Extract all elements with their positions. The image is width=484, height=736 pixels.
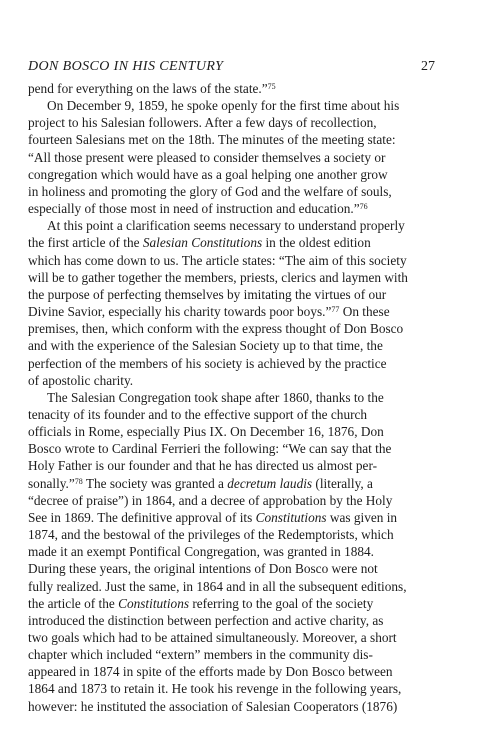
text-segment: and with the experience of the Salesian Society up to that time, the	[28, 338, 383, 354]
text-segment: sonally.”	[28, 475, 75, 491]
text-segment: chapter which included “extern” members in the community dis-	[28, 647, 373, 663]
italic-text: Constitutions	[118, 595, 190, 611]
text-segment: On December 9, 1859, he spoke openly for the first time about his	[47, 98, 400, 114]
text-line	[28, 149, 448, 166]
italic-text: decretum laudis	[227, 475, 313, 491]
text-line	[28, 166, 448, 183]
italic-text: Salesian Constitutions	[142, 235, 263, 251]
text-line	[28, 389, 448, 406]
running-head-title: DON BOSCO IN HIS CENTURY	[28, 59, 224, 74]
text-segment: which has come down to us. The article states: “The aim of this society	[28, 252, 407, 268]
text-segment: however: he instituted the association of Salesian Cooperators (1876)	[28, 698, 398, 714]
text-line	[28, 269, 448, 286]
text-segment: referring to the goal of the society	[189, 595, 374, 611]
text-segment: introduced the distinction between perfection and active charity, as	[28, 612, 384, 628]
text-line	[28, 320, 448, 337]
text-segment: Divine Savior, especially his charity towards poor boys.”	[28, 304, 332, 320]
body-text	[28, 80, 448, 715]
text-line	[28, 680, 448, 697]
text-segment: especially of those most in need of instruction and education.”	[28, 201, 360, 217]
text-segment: tenacity of its founder and to the effective support of the church	[28, 406, 368, 422]
text-segment: “decree of praise”) in 1864, and a decree of approbation by the Holy	[28, 492, 393, 508]
text-line	[28, 355, 448, 372]
text-line	[28, 183, 448, 200]
text-line	[28, 543, 448, 560]
text-line	[28, 475, 448, 492]
text-segment: in holiness and promoting the glory of God and the welfare of souls,	[28, 183, 392, 199]
text-segment: perfection of the members of his society is achieved by the practice	[28, 355, 387, 371]
text-line	[28, 629, 448, 646]
text-line	[28, 217, 448, 234]
text-segment: On these	[339, 304, 390, 320]
text-line	[28, 80, 448, 97]
text-line	[28, 200, 448, 217]
text-segment: At this point a clarification seems necessary to understand properly	[47, 218, 405, 234]
text-segment: 1874, and the bestowal of the privileges of the Redemptorists, which	[28, 527, 394, 543]
text-segment: premises, then, which conform with the express thought of Don Bosco	[28, 321, 404, 337]
text-segment: pend for everything on the laws of the state.”	[28, 81, 268, 96]
text-segment: (literally, a	[312, 475, 373, 491]
text-segment: project to his Salesian followers. After a few days of recollection,	[28, 115, 377, 131]
text-segment: fully realized. Just the same, in 1864 and in all the subsequent editions,	[28, 578, 407, 594]
text-segment: in the oldest edition	[262, 235, 371, 251]
text-line	[28, 526, 448, 543]
text-segment: appeared in 1874 in spite of the efforts made by Don Bosco between	[28, 664, 393, 680]
text-line	[28, 578, 448, 595]
text-segment: “All those present were pleased to consider themselves a society or	[28, 149, 386, 165]
text-line	[28, 663, 448, 680]
text-line	[28, 97, 448, 114]
text-segment: Bosco wrote to Cardinal Ferrieri the following: “We can say that the	[28, 441, 392, 457]
text-line	[28, 286, 448, 303]
text-segment: fourteen Salesians met on the 18th. The minutes of the meeting state:	[28, 132, 396, 148]
text-segment: will be to gather together the members, priests, clerics and laymen with	[28, 269, 408, 285]
text-line	[28, 234, 448, 251]
text-segment: congregation which would have as a goal helping one another grow	[28, 166, 388, 182]
text-segment: The society was granted a	[82, 475, 228, 491]
page-number: 27	[421, 59, 435, 74]
text-segment: Holy Father is our founder and that he has directed us almost per-	[28, 458, 378, 474]
text-line	[28, 646, 448, 663]
text-segment: of apostolic charity.	[28, 372, 134, 388]
text-segment: 1864 and 1873 to retain it. He took his revenge in the following years,	[28, 681, 402, 697]
text-line	[28, 698, 448, 715]
text-segment: officials in Rome, especially Pius IX. On December 16, 1876, Don	[28, 424, 384, 440]
text-line	[28, 252, 448, 269]
text-line	[28, 457, 448, 474]
footnote-marker: 75	[267, 82, 276, 91]
text-line	[28, 337, 448, 354]
italic-text: Constitutions	[255, 509, 327, 525]
text-segment: made it an exempt Pontifical Congregation, was granted in 1884.	[28, 544, 375, 560]
text-segment: See in 1869. The definitive approval of its	[28, 509, 256, 525]
text-segment: two goals which had to be attained simultaneously. Moreover, a short	[28, 630, 397, 645]
text-segment: The Salesian Congregation took shape after 1860, thanks to the	[47, 389, 384, 405]
text-line	[28, 509, 448, 526]
text-line	[28, 372, 448, 389]
text-line	[28, 595, 448, 612]
footnote-marker: 78	[74, 476, 83, 486]
text-segment: the purpose of perfecting themselves by imitating the virtues of our	[28, 286, 387, 302]
text-segment: was given in	[326, 509, 398, 525]
text-segment: During these years, the original intentions of Don Bosco were not	[28, 561, 378, 577]
text-line	[28, 492, 448, 509]
text-segment: the first article of the	[28, 235, 143, 251]
footnote-marker: 76	[359, 202, 368, 212]
text-line	[28, 114, 448, 131]
text-line	[28, 612, 448, 629]
text-segment: the article of the	[28, 595, 119, 611]
text-line	[28, 303, 448, 320]
text-line	[28, 423, 448, 440]
text-line	[28, 440, 448, 457]
text-line	[28, 131, 448, 148]
text-line	[28, 560, 448, 577]
text-line	[28, 406, 448, 423]
footnote-marker: 77	[331, 305, 340, 315]
